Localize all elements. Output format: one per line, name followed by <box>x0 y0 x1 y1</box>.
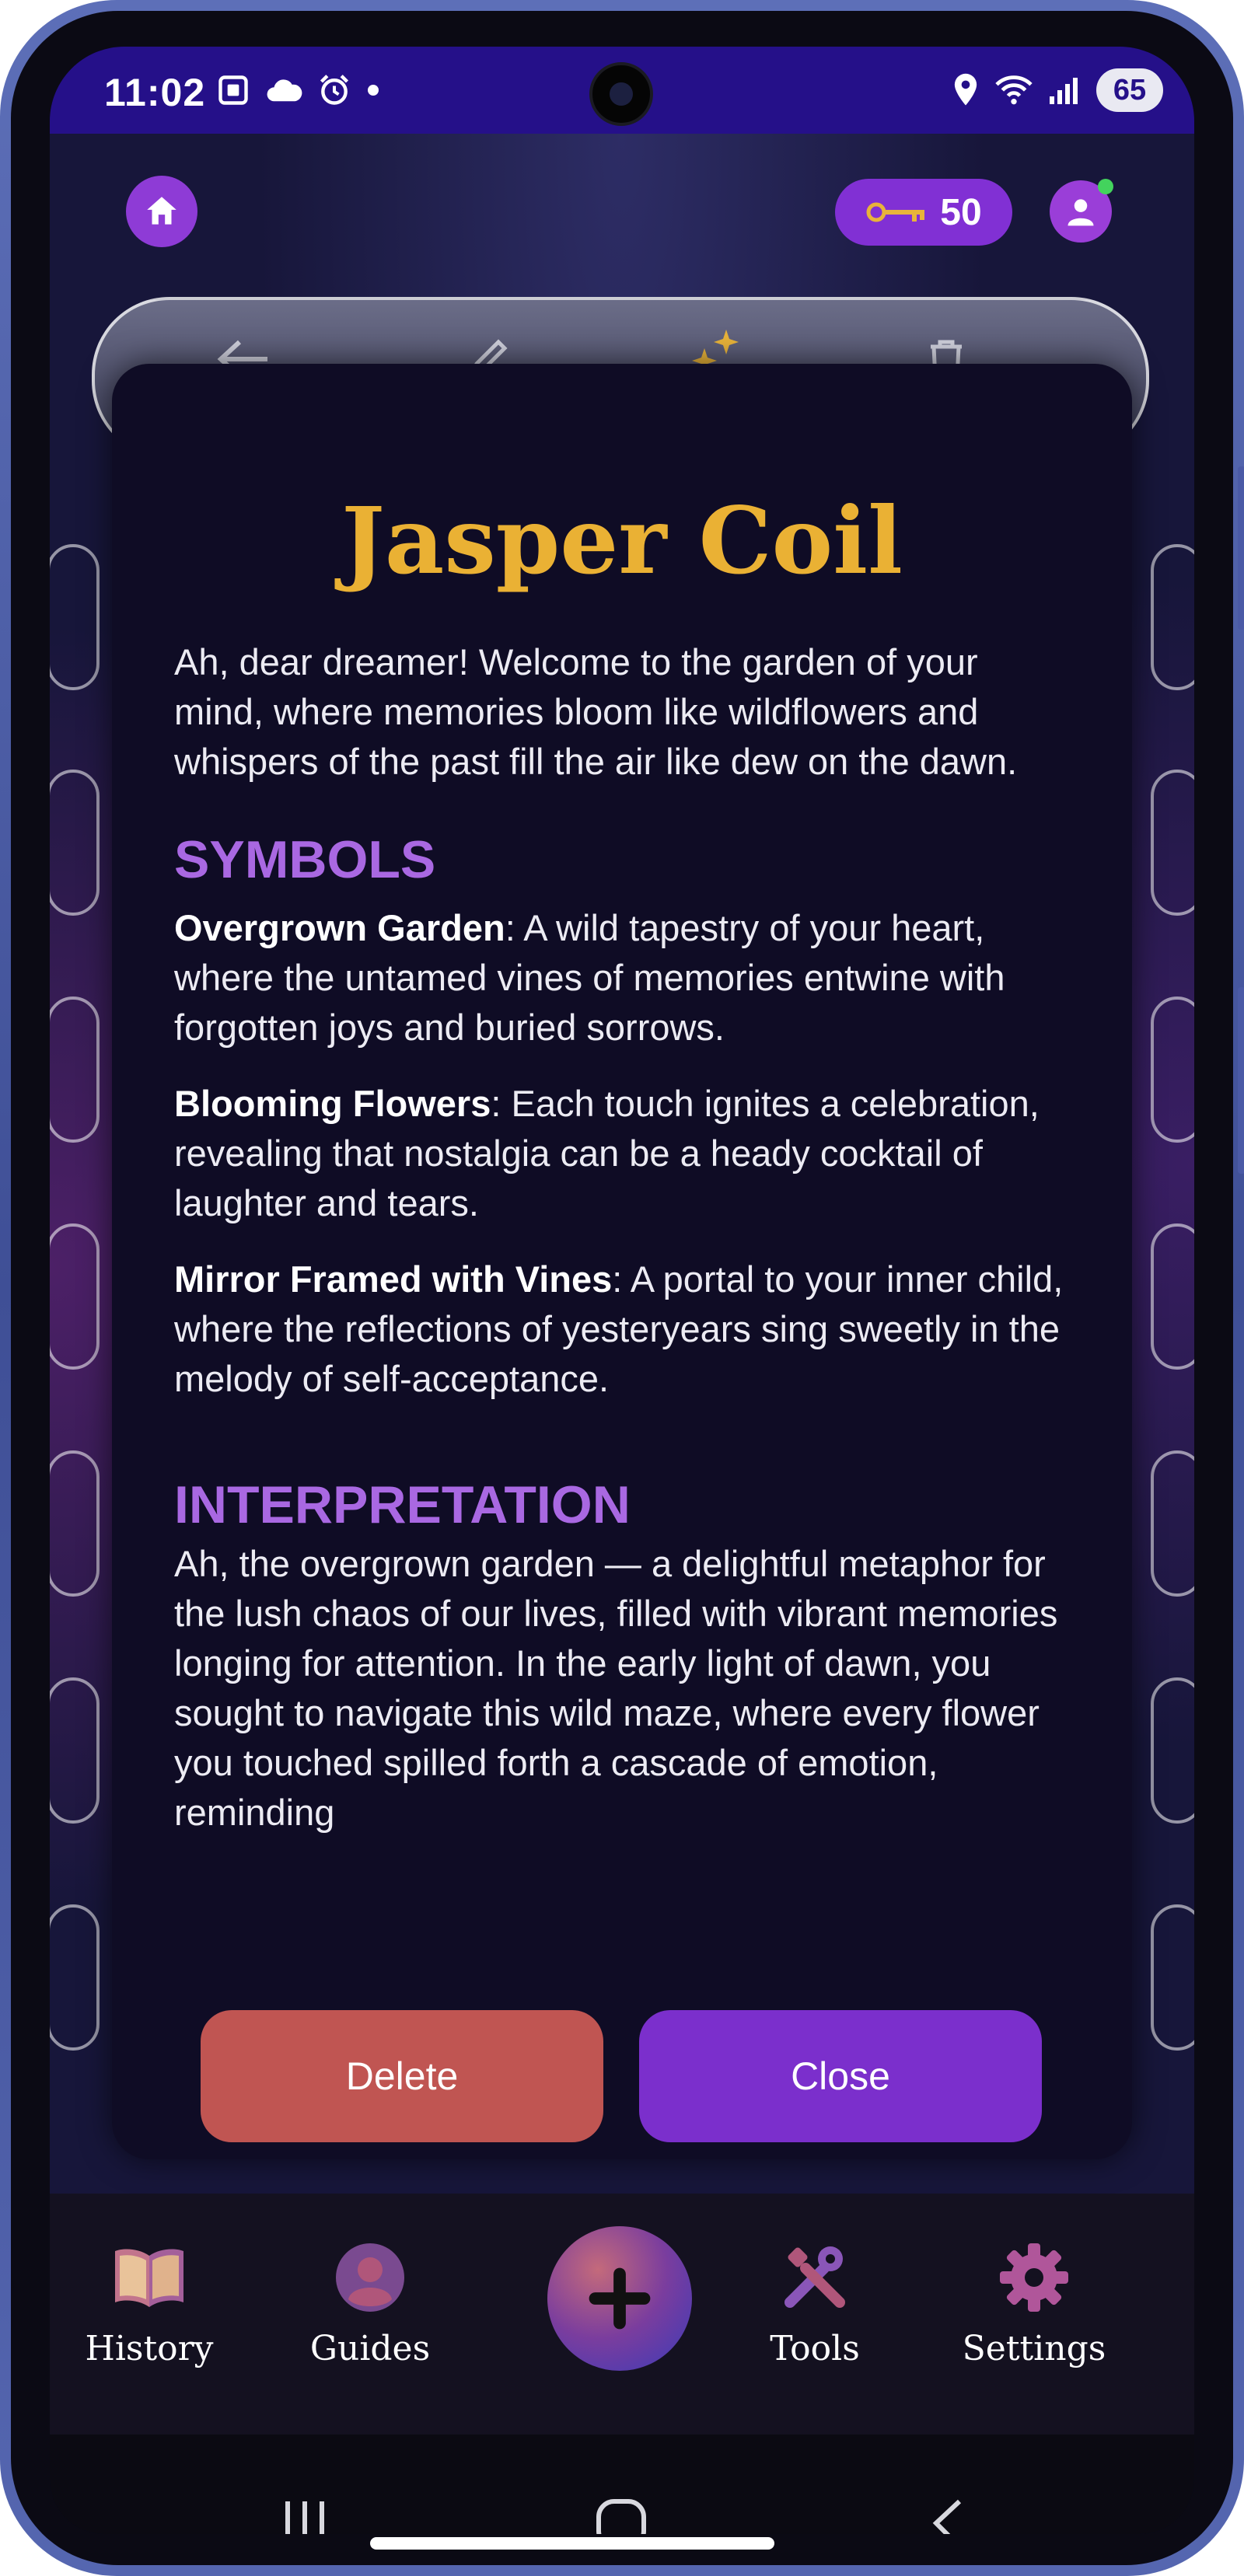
nav-tools-label: Tools <box>770 2329 860 2368</box>
list-card-edge <box>1151 1677 1194 1824</box>
tools-icon <box>778 2240 852 2315</box>
home-icon <box>142 192 181 231</box>
symbol-text: : A wild tapestry of your heart, where the untamed vines of memories entwine with forgotten joys and buried sorrows. <box>174 907 1005 1048</box>
list-card-edge <box>1151 1223 1194 1370</box>
interpretation-heading: INTERPRETATION <box>174 1475 631 1534</box>
list-card-edge <box>1151 1904 1194 2051</box>
status-bar <box>50 47 1194 134</box>
nav-history-label: History <box>85 2329 214 2368</box>
location-icon <box>952 72 980 108</box>
nav-guides[interactable] <box>292 2240 448 2368</box>
list-card-edge <box>1151 997 1194 1143</box>
nav-tools[interactable] <box>737 2240 893 2368</box>
status-icons-left <box>216 73 381 107</box>
symbol-text: : Each touch ignites a celebration, revealing that nostalgia can be a heady cocktail of laughter and tears. <box>174 1083 1040 1223</box>
front-camera <box>589 62 653 126</box>
home-nav-icon[interactable] <box>594 2497 648 2534</box>
online-indicator <box>1098 179 1113 194</box>
battery-icon: 65 <box>1096 68 1163 112</box>
modal-title: Jasper Coil <box>341 487 903 595</box>
list-card-edge <box>50 997 100 1143</box>
signal-icon <box>1048 75 1082 106</box>
nav-settings[interactable] <box>956 2240 1112 2368</box>
nav-guides-label: Guides <box>309 2329 431 2368</box>
screen <box>50 47 1194 2534</box>
wifi-icon <box>994 73 1034 107</box>
gear-icon <box>997 2240 1071 2315</box>
book-icon <box>110 2240 188 2315</box>
profile-button[interactable] <box>1050 180 1112 243</box>
list-card-edge <box>1151 1450 1194 1597</box>
list-card-edge <box>1151 770 1194 916</box>
back-nav-icon[interactable] <box>928 2497 967 2534</box>
intro-text: Ah, dear dreamer! Welcome to the garden of your mind, where memories bloom like wildflowers and whispers of the past fill the air like dew on the dawn. <box>174 641 1018 782</box>
home-button[interactable] <box>126 176 197 247</box>
gesture-bar[interactable] <box>370 2537 774 2550</box>
delete-button[interactable]: Delete <box>201 2010 603 2142</box>
person-icon <box>333 2240 407 2315</box>
status-icons-right <box>952 68 1163 112</box>
list-card-edge <box>50 1223 100 1370</box>
list-card-edge <box>50 544 100 690</box>
symbol-name: Mirror Framed with Vines <box>174 1258 613 1300</box>
nav-settings-label: Settings <box>962 2329 1106 2368</box>
keys-count: 50 <box>940 191 982 233</box>
list-card-edge <box>50 1904 100 2051</box>
list-card-edge <box>50 1450 100 1597</box>
symbols-heading: SYMBOLS <box>174 830 436 889</box>
symbol-name: Blooming Flowers <box>174 1083 491 1124</box>
modal-scroll-content[interactable] <box>174 637 1076 1943</box>
nav-history[interactable] <box>72 2240 227 2368</box>
list-card-edge <box>50 1677 100 1824</box>
dot-icon <box>365 82 381 98</box>
recents-icon[interactable] <box>278 2498 333 2534</box>
keys-balance[interactable] <box>835 179 1012 246</box>
symbol-item <box>174 1079 1076 1228</box>
user-icon <box>1064 194 1098 229</box>
symbol-text: : A portal to your inner child, where the reflections of yesteryears sing sweetly in the melody of self-acceptance. <box>174 1258 1064 1399</box>
symbol-item <box>174 903 1076 1052</box>
close-button[interactable]: Close <box>639 2010 1042 2142</box>
screenshot-icon <box>216 73 250 107</box>
plus-icon <box>585 2264 655 2333</box>
dream-interpretation-modal <box>112 364 1132 2159</box>
key-icon <box>865 197 928 228</box>
status-time: 11:02 <box>104 71 206 114</box>
interpretation-text: Ah, the overgrown garden — a delightful metaphor for the lush chaos of our lives, filled with vibrant memories longing for attention. In the early light of dawn, you sought to navigate this wild maze, where every flower you touched spilled forth a cascade of emotion, reminding <box>174 1543 1058 1833</box>
symbol-name: Overgrown Garden <box>174 907 505 948</box>
list-card-edge <box>1151 544 1194 690</box>
alarm-icon <box>317 73 351 107</box>
add-dream-button[interactable] <box>547 2226 692 2371</box>
system-navigation-bar <box>50 2435 1194 2534</box>
list-card-edge <box>50 770 100 916</box>
bottom-navigation <box>50 2194 1194 2435</box>
cloud-icon <box>264 75 303 106</box>
symbol-item <box>174 1255 1076 1404</box>
